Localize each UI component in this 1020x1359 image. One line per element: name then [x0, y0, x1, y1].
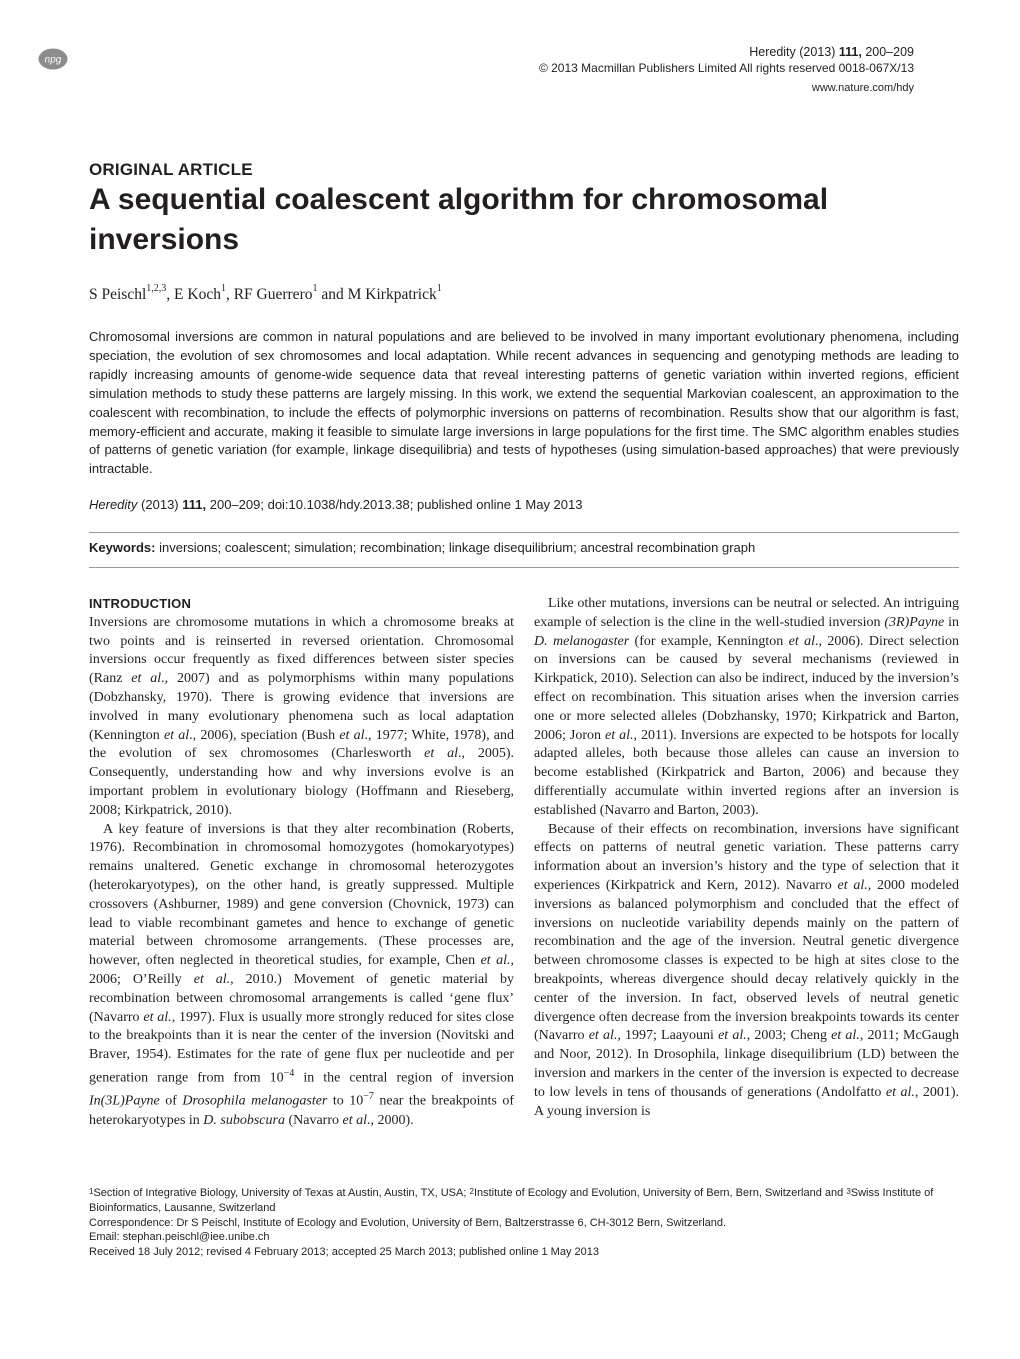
- journal-volume: 111,: [838, 45, 862, 59]
- affiliations: $^1$Section of Integrative Biology, University of Texas at Austin, Austin, TX, USA; $^2$Institute of Ecology and Evolution, University of Bern, Bern, Switzerland and $^3$Swiss Institute of Bioinformatics, Lausanne, Switzerland: [89, 1187, 934, 1214]
- journal-url[interactable]: www.nature.com/hdy: [811, 82, 914, 94]
- copyright-line: © 2013 Macmillan Publishers Limited All rights reserved 0018-067X/13: [538, 61, 914, 75]
- keywords-text: inversions; coalescent; simulation; recombination; linkage disequilibrium; ancestral recombination graph: [159, 540, 756, 555]
- author-list: [89, 283, 442, 304]
- author: RF Guerrero$^1$ and: [233, 283, 348, 303]
- paragraph: Inversions are chromosome mutations in which a chromosome breaks at two points and is reinserted in reversed orientation. Chromosomal inversions occur frequently as fixed differences between sister species (Ranz et al., 2007) and as polymorphisms within many populations (Dobzhansky, 1970). There is growing evidence that inversions are involved in many evolutionary phenomena such as local adaptation (Kennington et al., 2006), speciation (Bush et al., 1977; White, 1978), and the evolution of sex chromosomes (Charlesworth et al., 2005). Consequently, understanding how and why inversions evolve is an important problem in evolutionary biology (Hoffmann and Rieseberg, 2008; Kirkpatrick, 2010).: [89, 614, 515, 818]
- journal-pages: 200–209: [865, 45, 914, 59]
- keywords-label: Keywords:: [89, 540, 156, 555]
- citation-volume: 111,: [182, 497, 207, 512]
- article-type-label: ORIGINAL ARTICLE: [89, 160, 253, 179]
- correspondence: Correspondence: Dr S Peischl, Institute of Ecology and Evolution, University of Bern, Baltzerstrasse 6, CH-3012 Bern, Switzerland.: [89, 1216, 727, 1229]
- journal-header: [539, 44, 914, 96]
- divider: [89, 532, 959, 533]
- footnotes: [89, 1186, 964, 1260]
- journal-name: Heredity: [749, 45, 796, 59]
- abstract: Chromosomal inversions are common in natural populations and are believed to be involved in many important evolutionary phenomena, including speciation, the evolution of sex chromosomes and local adaptation. While recent advances in sequencing and genotyping methods are leading to rapidly increasing amounts of genome-wide sequence data that reveal interesting patterns of genetic variation within inverted regions, efficient simulation methods to study these patterns are largely missing. In this work, we extend the sequential Markovian coalescent, an approximation to the coalescent with recombination, to include the effects of polymorphic inversions on patterns of recombination. Results show that our algorithm is fast, memory-efficient and accurate, making it feasible to simulate large inversions in large populations for the first time. The SMC algorithm enables studies of patterns of genetic variation (for example, linkage disequilibria) and tests of hypotheses (using simulation-based approaches) that were previously intractable.: [89, 329, 959, 477]
- journal-year: (2013): [799, 45, 836, 59]
- body-column-right: [534, 595, 959, 1121]
- paragraph: Because of their effects on recombination, inversions have significant effects on patterns of neutral genetic variation. These patterns carry information about an inversion’s history and the type of selection that it experiences (Kirkpatrick and Kern, 2012). Navarro et al., 2000 modeled inversions as balanced polymorphism and concluded that the effect of inversions on nucleotide variability depends mainly on the pattern of recombination and the age of the inversion. Neutral genetic divergence between chromosome classes is expected to be high at sites close to the breakpoints, whereas divergence should decay relatively quickly in the center of the inversion. In fact, observed levels of neutral genetic divergence often decrease from the inversion breakpoints towards its center (Navarro et al., 1997; Laayouni et al., 2003; Cheng et al., 2011; McGaugh and Noor, 2012). In Drosophila, linkage disequilibrium (LD) between the inversion and markers in the center of the inversion is expected to decrease to low levels in tens of thousands of generations (Andolfatto et al., 2001). A young inversion is: [534, 821, 959, 1119]
- keywords: [89, 540, 755, 555]
- citation-details: 200–209; doi:10.1038/hdy.2013.38; published online 1 May 2013: [209, 497, 583, 512]
- author: M Kirkpatrick$^1$: [347, 283, 442, 303]
- author: E Koch$^1$,: [174, 283, 234, 303]
- npg-logo-text: npg: [44, 54, 62, 66]
- journal-citation-line: [539, 44, 914, 60]
- citation-journal: Heredity: [89, 497, 138, 512]
- section-heading-introduction: INTRODUCTION: [89, 596, 192, 611]
- email-link[interactable]: Email: stephan.peischl@iee.unibe.ch: [89, 1231, 270, 1244]
- paragraph: A key feature of inversions is that they alter recombination (Roberts, 1976). Recombination in chromosomal homozygotes (homokaryotypes) remains unaltered. Genetic exchange in chromosomal heterozygotes (heterokaryotypes), on the other hand, is greatly suppressed. Multiple crossovers (Ashburner, 1989) and gene conversion (Chovnick, 1973) can lead to viable recombinant gametes and hence to exchange of genetic material between chromosome arrangements. (These processes are, however, often neglected in theoretical studies, for example, Chen et al., 2006; O’Reilly et al., 2010.) Movement of genetic material by recombination between chromosomal arrangements is called ‘gene flux’ (Navarro et al., 1997). Flux is usually more strongly reduced for sites close to the breakpoints than it is near the center of the inversion (Novitski and Braver, 1954). Estimates for the rate of gene flux per nucleotide and per generation range from from $10^{-4}$ in the central region of inversion In(3L)Payne of Drosophila melanogaster to $10^{-7}$ near the breakpoints of heterokaryotypes in D. subobscura (Navarro et al., 2000).: [89, 821, 515, 1128]
- paragraph: Like other mutations, inversions can be neutral or selected. An intriguing example of selection is the cline in the well-studied inversion (3R)Payne in D. melanogaster (for example, Kennington et al., 2006). Direct selection on inversions can be caused by several mechanisms (reviewed in Kirkpatick, 2010). Selection can also be indirect, induced by the inversion’s effect on recombination. This situation arises when the inversion carries one or more selected alleles (Dobzhansky, 1970; Kirkpatrick and Barton, 2006; Joron et al., 2011). Inversions are expected to be hotspots for locally adapted alleles, both because those alleles can cause an inversion to become established (Kirkpatrick and Barton, 2006) and because they differentially accumulate within inverted regions after an inversion is established (Navarro and Barton, 2003).: [534, 596, 959, 818]
- article-title: A sequential coalescent algorithm for chromosomal inversions: [89, 183, 829, 256]
- received-dates: Received 18 July 2012; revised 4 February 2013; accepted 25 March 2013; published online 1 May 2013: [89, 1246, 599, 1259]
- author: S Peischl$^{1,2,3}$,: [89, 283, 175, 303]
- body-column-left: [89, 595, 514, 1131]
- npg-logo: [38, 48, 68, 70]
- citation-year: (2013): [141, 497, 179, 512]
- article-citation: [89, 497, 582, 512]
- divider: [89, 567, 959, 568]
